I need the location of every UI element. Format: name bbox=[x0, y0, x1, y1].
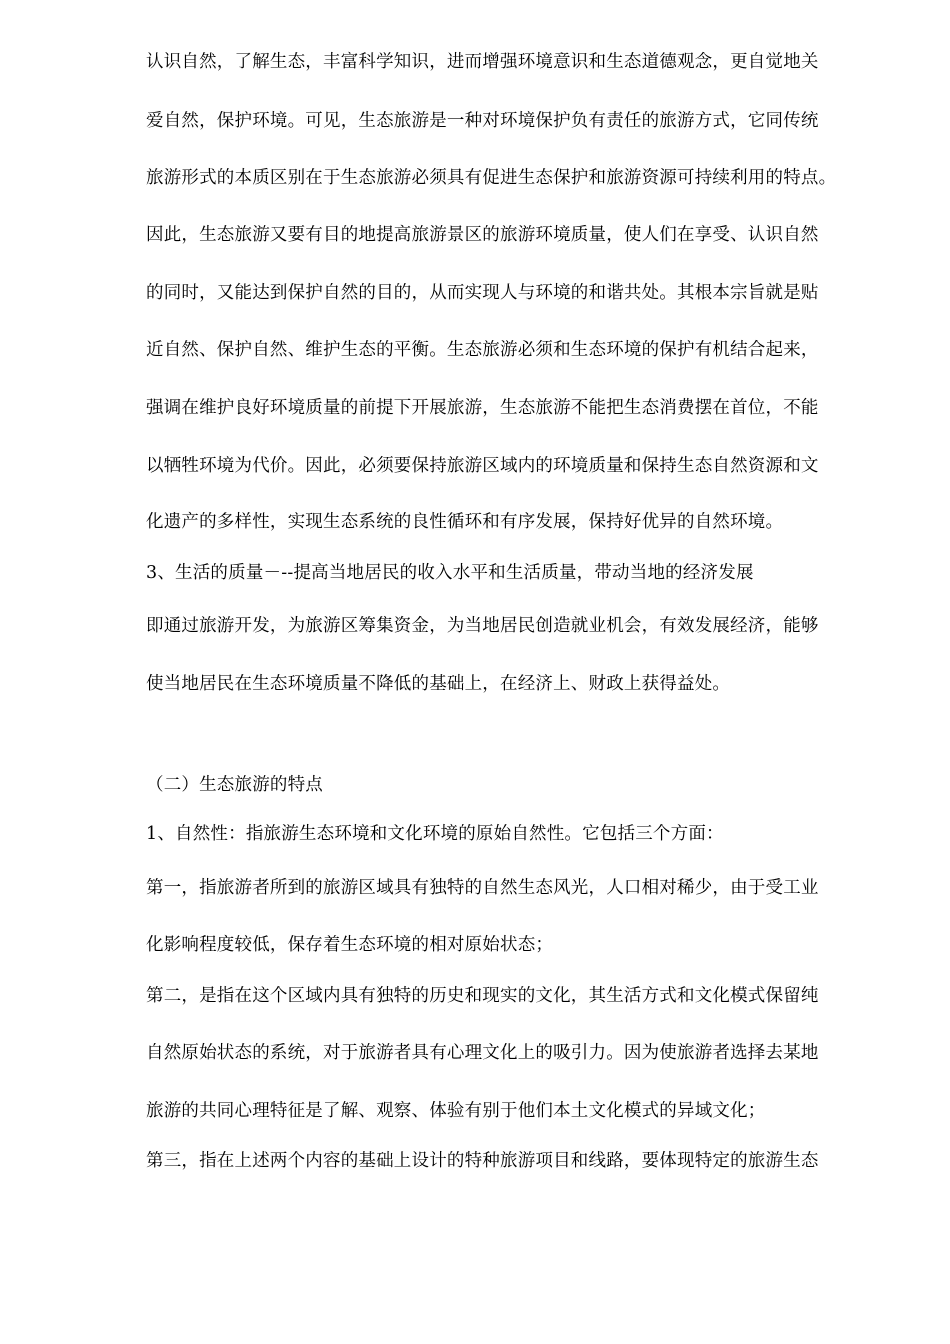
paragraph-line-7: 强调在维护良好环境质量的前提下开展旅游，生态旅游不能把生态消费摆在首位，不能 bbox=[146, 398, 819, 418]
paragraph-line-16: 化影响程度较低，保存着生态环境的相对原始状态； bbox=[146, 935, 554, 955]
paragraph-line-3: 旅游形式的本质区别在于生态旅游必须具有促进生态保护和旅游资源可持续利用的特点。 bbox=[146, 168, 837, 188]
subheading-naturalness: 1、自然性：指旅游生态环境和文化环境的原始自然性。它包括三个方面： bbox=[146, 824, 724, 844]
section-heading-quality-of-life: 3、生活的质量－--提高当地居民的收入水平和生活质量，带动当地的经济发展 bbox=[146, 563, 754, 583]
paragraph-line-4: 因此，生态旅游又要有目的地提高旅游景区的旅游环境质量，使人们在享受、认识自然 bbox=[146, 225, 819, 245]
paragraph-line-1: 认识自然，了解生态，丰富科学知识，进而增强环境意识和生态道德观念，更自觉地关 bbox=[146, 52, 819, 72]
paragraph-line-5: 的同时，又能达到保护自然的目的，从而实现人与环境的和谐共处。其根本宗旨就是贴 bbox=[146, 283, 819, 303]
section-heading-features: （二）生态旅游的特点 bbox=[146, 775, 323, 795]
paragraph-line-17: 第二，是指在这个区域内具有独特的历史和现实的文化，其生活方式和文化模式保留纯 bbox=[146, 986, 819, 1006]
paragraph-line-12: 使当地居民在生态环境质量不降低的基础上，在经济上、财政上获得益处。 bbox=[146, 674, 731, 694]
paragraph-line-20: 第三，指在上述两个内容的基础上设计的特种旅游项目和线路，要体现特定的旅游生态 bbox=[146, 1151, 819, 1171]
paragraph-line-8: 以牺牲环境为代价。因此，必须要保持旅游区域内的环境质量和保持生态自然资源和文 bbox=[146, 456, 819, 476]
paragraph-line-18: 自然原始状态的系统，对于旅游者具有心理文化上的吸引力。因为使旅游者选择去某地 bbox=[146, 1043, 819, 1063]
paragraph-line-2: 爱自然，保护环境。可见，生态旅游是一种对环境保护负有责任的旅游方式，它同传统 bbox=[146, 111, 819, 131]
paragraph-line-19: 旅游的共同心理特征是了解、观察、体验有别于他们本土文化模式的异域文化； bbox=[146, 1101, 766, 1121]
paragraph-line-11: 即通过旅游开发，为旅游区筹集资金，为当地居民创造就业机会，有效发展经济，能够 bbox=[146, 616, 819, 636]
paragraph-line-9: 化遗产的多样性，实现生态系统的良性循环和有序发展，保持好优异的自然环境。 bbox=[146, 512, 784, 532]
paragraph-line-6: 近自然、保护自然、维护生态的平衡。生态旅游必须和生态环境的保护有机结合起来， bbox=[146, 340, 819, 360]
paragraph-line-15: 第一，指旅游者所到的旅游区域具有独特的自然生态风光，人口相对稀少，由于受工业 bbox=[146, 878, 819, 898]
